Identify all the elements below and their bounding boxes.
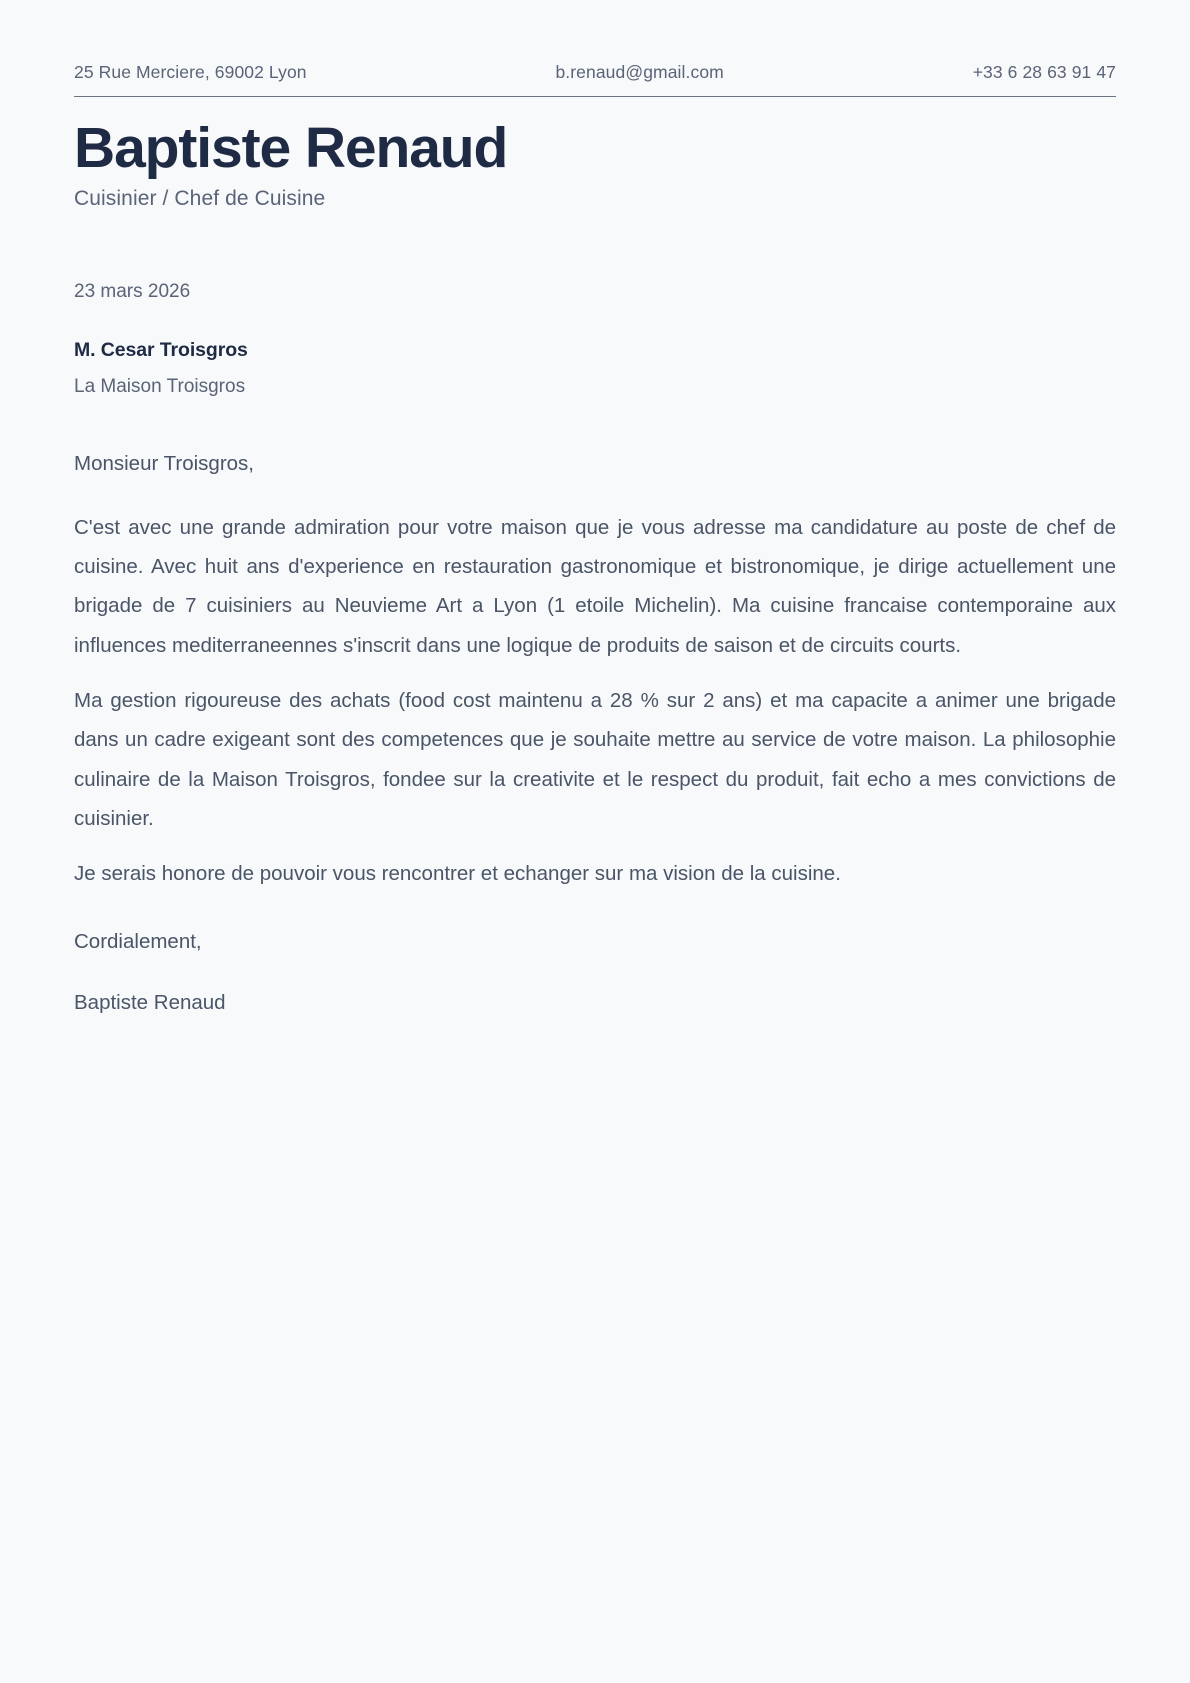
letter-date: 23 mars 2026: [74, 280, 191, 302]
recipient-name: M. Cesar Troisgros: [74, 338, 248, 361]
applicant-name: Baptiste Renaud: [74, 116, 508, 180]
contact-address: 25 Rue Merciere, 69002 Lyon: [74, 62, 307, 82]
signature-name: Baptiste Renaud: [74, 991, 226, 1015]
header-divider: [74, 96, 1116, 97]
applicant-headline: Cuisinier / Chef de Cuisine: [74, 186, 326, 210]
contact-header: [74, 62, 1116, 96]
contact-phone: +33 6 28 63 91 47: [972, 62, 1116, 82]
letter-paragraph: C'est avec une grande admiration pour votre maison que je vous adresse ma candidature au poste de chef de cuisine. Avec huit ans d'experience en restauration gastronomique et bistronomique, je dirige actuellement une brigade de 7 cuisiniers au Neuvieme Art a Lyon (1 etoile Michelin). Ma cuisine francaise contemporaine aux influences mediterraneennes s'inscrit dans une logique de produits de saison et de circuits courts.: [74, 515, 1116, 657]
closing-salutation: Cordialement,: [74, 929, 202, 953]
letter-paragraph: Ma gestion rigoureuse des achats (food cost maintenu a 28 % sur 2 ans) et ma capacite a animer une brigade dans un cadre exigeant sont des competences que je souhaite mettre au service de votre maison. La philosophie culinaire de la Maison Troisgros, fondee sur la creativite et le respect du produit, fait echo a mes convictions de cuisinier.: [74, 689, 1116, 831]
letter-paragraph: Je serais honore de pouvoir vous rencontrer et echanger sur ma vision de la cuisine.: [74, 862, 841, 886]
contact-email[interactable]: b.renaud@gmail.com: [555, 62, 724, 82]
letter-body: [74, 448, 1116, 1023]
recipient-block: [74, 339, 1116, 398]
salutation: Monsieur Troisgros,: [74, 451, 255, 475]
recipient-company: La Maison Troisgros: [74, 375, 246, 397]
